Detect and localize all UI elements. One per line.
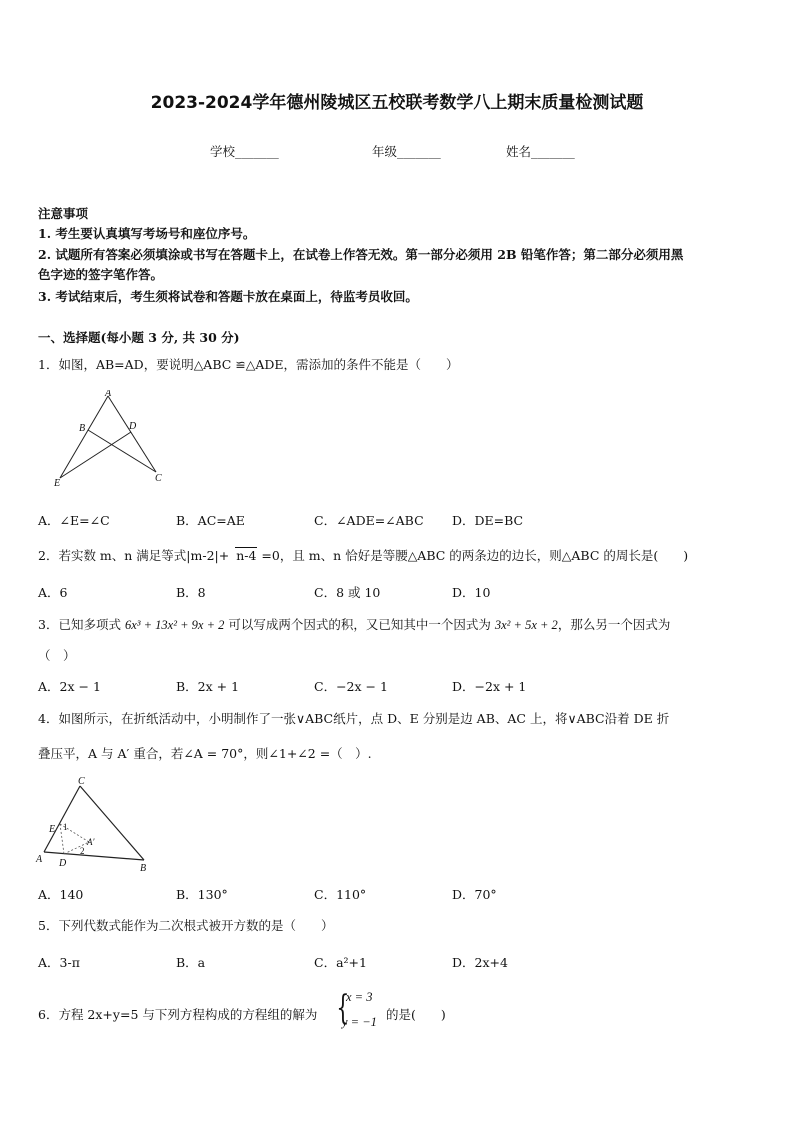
- q4-option-c: C．110°: [314, 887, 367, 902]
- question-2-stem: 2．若实数 m、n 满足等式|m-2|+ n-4 =0，且 m、n 恰好是等腰△ABC 的两条边的边长，则△ABC 的周长是( ): [38, 548, 689, 563]
- q1-option-c: C．∠ADE=∠ABC: [314, 513, 424, 528]
- note-item-2-cont: 色字迹的签字笔作答。: [38, 267, 164, 282]
- label-a: A: [105, 390, 112, 399]
- q3-option-b: B．2x + 1: [176, 679, 240, 694]
- note-item-2: 2. 试题所有答案必须填涂或书写在答题卡上，在试卷上作答无效。第一部分必须用 2B 铅笔作答；第二部分必须用黑: [38, 247, 684, 262]
- label-e: E: [54, 478, 61, 489]
- q3-option-d: D．−2x + 1: [452, 679, 527, 694]
- q2-option-b: B．8: [176, 585, 206, 600]
- system-brace: {: [336, 988, 350, 1028]
- q2-option-d: D．10: [452, 585, 491, 600]
- question-5-stem: 5．下列代数式能作为二次根式被开方数的是（ ）: [38, 918, 334, 933]
- label-angle-2: 2: [80, 846, 85, 856]
- q2-option-a: A．6: [38, 585, 68, 600]
- question-4-stem-line2: 叠压平，A 与 A′ 重合，若∠A = 70°，则∠1+∠2 =（ ）.: [38, 746, 372, 761]
- label-b: B: [79, 423, 86, 434]
- question-1-stem: 1．如图，AB=AD，要说明△ABC ≌△ADE，需添加的条件不能是（ ）: [38, 357, 459, 372]
- note-item-3: 3. 考试结束后，考生须将试卷和答题卡放在桌面上，待监考员收回。: [38, 289, 418, 304]
- question-3-stem-cont: （ ）: [38, 648, 76, 663]
- school-field: 学校_______: [210, 144, 279, 159]
- label-d: D: [129, 421, 137, 432]
- question-6-stem-end: 的是( ): [386, 1007, 446, 1022]
- label-a-prime: A′: [87, 837, 95, 847]
- q1-option-d: D．DE=BC: [452, 513, 524, 528]
- question-4-stem-line1: 4．如图所示，在折纸活动中，小明制作了一张∨ABC纸片，点 D、E 分别是边 AB、AC 上，将∨ABC沿着 DE 折: [38, 711, 670, 726]
- q1-option-a: A．∠E=∠C: [38, 513, 110, 528]
- q3-option-a: A．2x − 1: [38, 679, 101, 694]
- q5-option-c: C．a²+1: [314, 955, 367, 970]
- label-b: B: [140, 863, 147, 874]
- question-3-stem: 3．已知多项式 6x³ + 13x² + 9x + 2 可以写成两个因式的积，又已知其中一个因式为 3x² + 5x + 2，那么另一个因式为: [38, 617, 671, 632]
- note-item-1: 1. 考生要认真填写考场号和座位序号。: [38, 226, 256, 241]
- q3-option-c: C．−2x − 1: [314, 679, 388, 694]
- fold-triangle-figure-q4: [34, 776, 159, 876]
- label-a: A: [36, 854, 43, 865]
- label-angle-1: 1: [63, 822, 68, 832]
- question-6-stem: 6．方程 2x+y=5 与下列方程构成的方程组的解为: [38, 1007, 318, 1022]
- q2-option-c: C．8 或 10: [314, 585, 381, 600]
- polynomial-2: 3x² + 5x + 2: [494, 618, 558, 632]
- name-field: 姓名_______: [506, 144, 575, 159]
- label-c: C: [78, 776, 85, 787]
- q5-option-d: D．2x+4: [452, 955, 508, 970]
- polynomial-1: 6x³ + 13x² + 9x + 2: [124, 618, 225, 632]
- label-c: C: [155, 473, 162, 484]
- page-title: 2023-2024学年德州陵城区五校联考数学八上期末质量检测试题: [150, 93, 644, 113]
- system-eq-2: y = −1: [342, 1015, 377, 1029]
- q5-option-a: A．3-π: [38, 955, 80, 970]
- notes-heading: 注意事项: [38, 206, 89, 221]
- sqrt-expression: n-4: [236, 548, 257, 563]
- q4-option-b: B．130°: [176, 887, 228, 902]
- q4-option-a: A．140: [38, 887, 84, 902]
- triangle-figure-q1: [48, 390, 173, 490]
- q5-option-b: B．a: [176, 955, 206, 970]
- q4-option-d: D．70°: [452, 887, 497, 902]
- section-heading: 一、选择题(每小题 3 分, 共 30 分): [38, 330, 240, 345]
- label-d: D: [59, 858, 67, 869]
- system-eq-1: x = 3: [346, 990, 373, 1004]
- q1-option-b: B．AC=AE: [176, 513, 245, 528]
- grade-field: 年级_______: [372, 144, 441, 159]
- label-e: E: [49, 824, 56, 835]
